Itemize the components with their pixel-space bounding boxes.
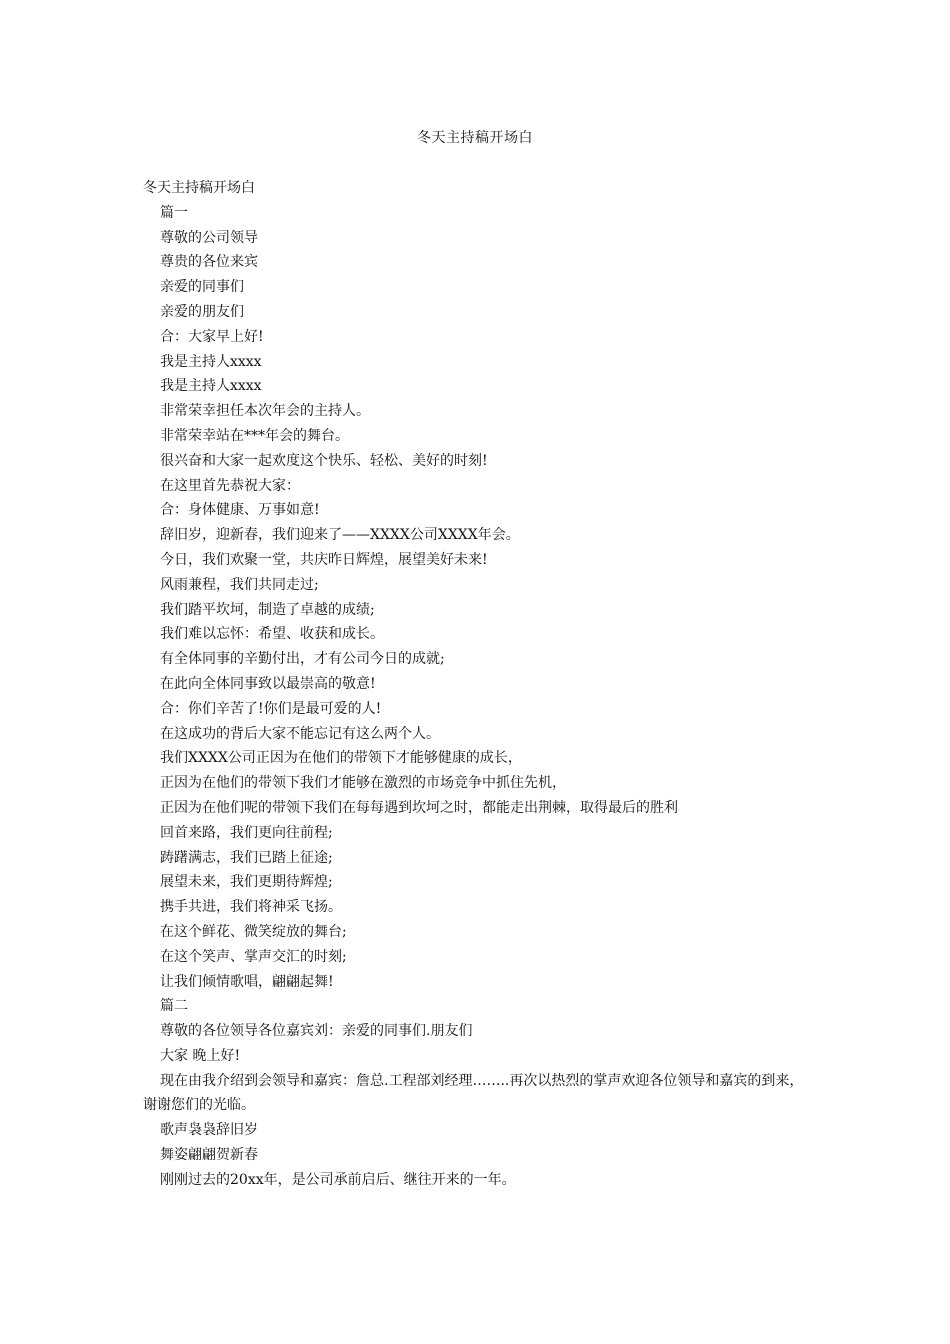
text-line: 在此向全体同事致以最崇高的敬意! [160,675,376,692]
text-line: 携手共进，我们将神采飞扬。 [160,899,342,916]
wrapped-paragraph: 现在由我介绍到会领导和嘉宾：詹总.工程部刘经理……..再次以热烈的掌声欢迎各位领导和嘉宾的到来，谢谢您们的光临。 [143,1072,804,1114]
text-line: 正因为在他们的带领下我们才能够在激烈的市场竞争中抓住先机， [160,775,566,792]
text-line: 辞旧岁，迎新春，我们迎来了——XXXX公司XXXX年会。 [160,527,520,544]
text-line: 亲爱的朋友们 [160,303,244,320]
page-title: 冬天主持稿开场白 [417,130,533,146]
text-line: 大家 晚上好! [160,1047,241,1064]
text-line: 在这里首先恭祝大家： [160,477,300,494]
text-line: 在这个笑声、掌声交汇的时刻; [160,948,347,965]
document-body [143,176,813,1193]
text-line: 篇二 [160,998,188,1015]
text-line: 我是主持人xxxx [160,378,262,395]
text-line: 合：大家早上好! [160,328,264,345]
text-line: 今日，我们欢聚一堂，共庆昨日辉煌，展望美好未来! [160,551,488,568]
text-line: 亲爱的同事们 [160,279,244,296]
text-line: 踌躇满志，我们已踏上征途; [160,849,333,866]
text-line: 我们难以忘怀：希望、收获和成长。 [160,626,384,643]
text-line: 正因为在他们呢的带领下我们在每每遇到坎坷之时，都能走出荆棘，取得最后的胜利 [160,799,678,816]
text-line: 风雨兼程，我们共同走过; [160,576,319,593]
text-line: 歌声袅袅辞旧岁 [160,1122,258,1139]
text-line: 刚刚过去的20xx年，是公司承前启后、继往开来的一年。 [160,1171,516,1188]
text-line: 我们踏平坎坷，制造了卓越的成绩; [160,601,375,618]
text-line: 我是主持人xxxx [160,353,262,370]
text-line: 在这个鲜花、微笑绽放的舞台; [160,923,347,940]
text-line: 回首来路，我们更向往前程; [160,824,333,841]
text-line: 在这成功的背后大家不能忘记有这么两个人。 [160,725,440,742]
text-line: 合：身体健康、万事如意! [160,502,320,519]
text-line: 尊敬的公司领导 [160,229,258,246]
document-subtitle: 冬天主持稿开场白 [143,180,255,196]
text-line: 尊贵的各位来宾 [160,254,258,271]
text-line: 合：你们辛苦了!你们是最可爱的人! [160,700,382,717]
text-line: 尊敬的各位领导各位嘉宾刘：亲爱的同事们.朋友们 [160,1023,473,1040]
text-line: 舞姿翩翩贺新春 [160,1147,258,1164]
text-line: 有全体同事的辛勤付出，才有公司今日的成就; [160,651,445,668]
text-line: 篇一 [160,204,188,221]
text-line: 非常荣幸担任本次年会的主持人。 [160,403,370,420]
text-line: 非常荣幸站在***年会的舞台。 [160,427,349,444]
text-line: 我们XXXX公司正因为在他们的带领下才能够健康的成长， [160,750,522,767]
text-line: 很兴奋和大家一起欢度这个快乐、轻松、美好的时刻! [160,452,488,469]
text-line: 让我们倾情歌唱，翩翩起舞! [160,973,334,990]
text-line: 展望未来，我们更期待辉煌; [160,874,333,891]
